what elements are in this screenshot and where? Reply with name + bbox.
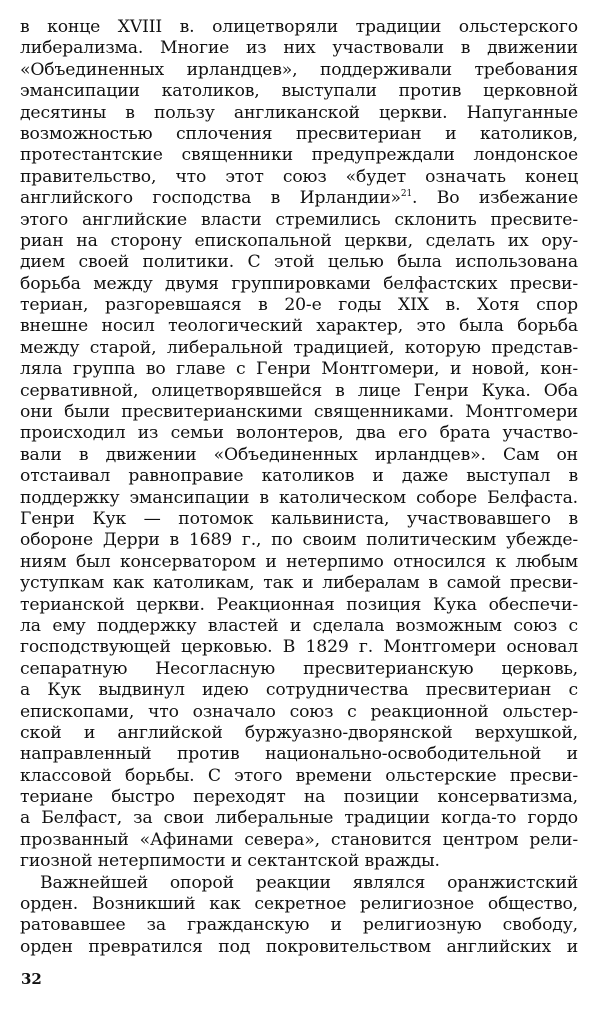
text-line: борьба между двумя группировками белфастских пресви- [20,273,578,294]
text-line: а Белфаст, за свои либеральные традиции когда-то гордо [20,808,578,829]
footnote-reference[interactable]: 21 [400,189,413,200]
page-number: 32 [21,970,42,988]
text-line: протестантские священники предупреждали лондонское [20,145,578,166]
text-line: между старой, либеральной традицией, которую представ- [20,337,578,358]
text-line: ла ему поддержку властей и сделала возможным союз с [20,615,578,636]
text-line: обороне Дерри в 1689 г., по своим политическим убежде- [20,530,578,551]
text-line: сепаратную Несогласную пресвитерианскую церковь, [20,658,578,679]
text-line: классовой борьбы. С этого времени ольстерские пресви- [20,765,578,786]
text-line: в конце XVIII в. олицетворяли традиции ольстерского [20,17,578,37]
text-line: Важнейшей опорой реакции являлся оранжистский [40,872,578,893]
text-line: «Объединенных ирландцев», поддерживали требования [20,59,578,80]
text-line: орден. Возникший как секретное религиозное общество, [20,894,578,915]
text-line: происходил из семьи волонтеров, два его брата участво- [20,423,578,444]
footnote-line-after: . Во избежание [412,188,578,209]
text-line: ляла группа во главе с Генри Монтгомери, и новой, кон- [20,359,578,380]
paragraph-1 [20,17,578,873]
footnote-line-before: английского господства в Ирландии» [20,188,401,209]
text-line: господствующей церковью. В 1829 г. Монтгомери основал [20,637,578,658]
text-line: эмансипации католиков, выступали против церковной [20,81,578,102]
text-line: отстаивал равноправие католиков и даже выступал в [20,466,578,487]
text-line: ской и английской буржуазно-дворянской верхушкой, [20,722,578,743]
text-line: териан, разгоревшаяся в 20-е годы XIX в. Хотя спор [20,295,578,316]
text-line: сервативной, олицетворявшейся в лице Генри Кука. Оба [20,380,578,401]
text-line: поддержку эмансипации в католическом соборе Белфаста. [20,487,578,508]
text-line: либерализма. Многие из них участвовали в движении [20,38,578,59]
text-line: терианской церкви. Реакционная позиция Кука обеспечи- [20,594,578,615]
text-line: уступкам как католикам, так и либералам в самой пресви- [20,573,578,594]
text-line-with-footnote [20,188,578,209]
text-line: гиозной нетерпимости и сектантской вражды. [20,851,440,872]
text-line: правительство, что этот союз «будет означать конец [20,166,578,187]
text-line: териане быстро переходят на позиции консерватизма, [20,787,578,808]
text-line: риан на сторону епископальной церкви, сделать их ору- [20,230,578,251]
text-line: десятины в пользу англиканской церкви. Напуганные [20,102,578,123]
text-line: орден превратился под покровительством английских и [20,936,578,957]
book-page-text [20,17,578,958]
text-line: они были пресвитерианскими священниками. Монтгомери [20,402,578,423]
text-line: внешне носил теологический характер, это была борьба [20,316,578,337]
text-line: направленный против национально-освободительной и [20,744,578,765]
text-line: епископами, что означало союз с реакционной ольстер- [20,701,578,722]
text-line: возможностью сплочения пресвитериан и католиков, [20,123,578,144]
paragraph-2 [20,873,578,959]
text-line: ниям был консерватором и нетерпимо относился к любым [20,551,578,572]
text-line: а Кук выдвинул идею сотрудничества пресвитериан с [20,680,578,701]
text-line: вали в движении «Объединенных ирландцев». Сам он [20,444,578,465]
text-line: прозванный «Афинами севера», становится центром рели- [20,829,578,850]
text-line: дием своей политики. С этой целью была использована [20,252,578,273]
text-line: этого английские власти стремились склонить пресвите- [20,209,578,230]
text-line: ратовавшее за гражданскую и религиозную свободу, [20,915,578,936]
text-line: Генри Кук — потомок кальвиниста, участвовавшего в [20,508,578,529]
